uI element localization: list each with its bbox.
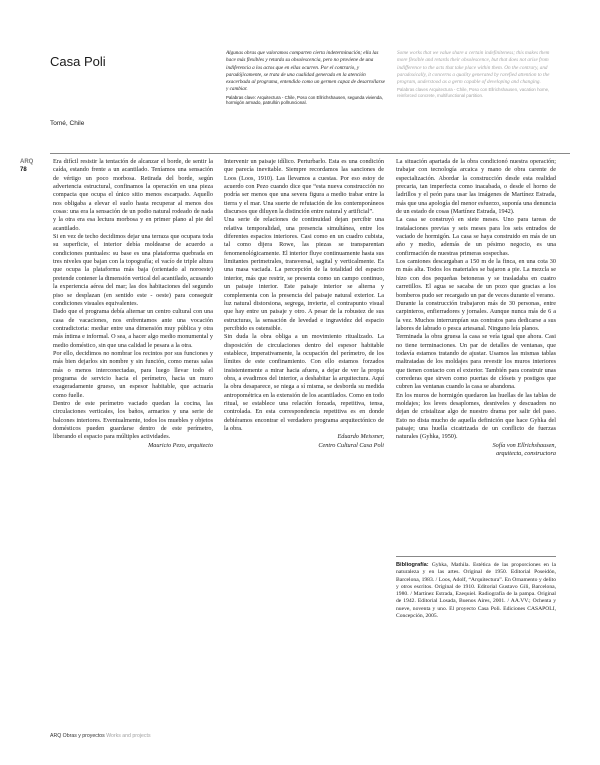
abstract-english <box>397 50 557 99</box>
abstract-spanish-keywords: Palabras clave: Arquitectura - Chile, Poso con Ellrichshausen, segunda vivienda, hormigón armado, patrullón pollruncional. <box>226 94 383 106</box>
header-divider <box>50 153 570 154</box>
bibliography-label: Bibliografía: <box>396 562 429 568</box>
paragraph: Era difícil resistir la tentación de alcanzar el borde, de sentir la caída, estando frente a un acantilado. Teníamos una sensación de vértigo un poco morbosa. Retirada del borde, según advertencia estructural, confinamos la operación en una pieza compacta que ocupa el único sitio menos escarpado. Aquello nos obligaba a elevar el suelo hasta recuperar al menos dos cosas: una era la sensación de un podio natural rodeado de nada y la otra era esa lectura morbosa y en primer plano al pie del acantilado. <box>53 158 213 232</box>
paragraph: Dado que el programa debía alternar un centro cultural con una casa de vacaciones, nos enfrentamos ante una vocación contradictoria: mediar entre una dimensión muy pública y otra más íntima e informal. O sea, a hacer algo medio monumental y medio doméstico, sin que una calidad le pesara a la otra. <box>53 308 213 349</box>
bibliography <box>396 562 556 687</box>
paragraph: Por ello, decidimos no nombrar los recintos por sus funciones y más bien dejarlos sin nombre y sin función, como meras salas más o menos interconectadas, para luego llevar todo el programa de servicio hacia el perímetro, hacia un muro exageradamente grueso, un espesor habitable, que actuaría como fuelle. <box>53 349 213 399</box>
text-column-3 <box>396 158 556 538</box>
bibliography-divider <box>396 556 556 557</box>
article-title: Casa Poli <box>50 54 106 69</box>
abstract-spanish <box>226 50 386 106</box>
abstract-english-text: Some works that we value share a certain indefiniteness; this makes them more flexible and retards their obsolescence, but that does not arise from indifference to the acts that take place within them. On the contrary, and paradoxically, it concerns a quality generated by rarefied attention to the program, understood as a germ capable of developing and changing. <box>397 50 550 86</box>
page-number: 78 <box>20 167 27 173</box>
footer-section: Works and projects <box>106 733 151 739</box>
paragraph: Una serie de relaciones de continuidad dejan percibir una relativa temporalidad, una presencia simultánea, entre los diferentes espacios interiores. Casi como en un cuadro cubista, tal como dijera Rowe, las piezas se transparentan fenomenológicamente. El interior fluye continuamente hasta sus limitantes perimetrales, transversal, sagital y verticalmente. Es una masa vaciada. La percepción de la totalidad del espacio interior, más que restrir, se presenta como un campo continuo, un paisaje interior. Este paisaje interior se alterna y complementa con la presencia del paisaje natural exterior. La luz natural distorsiona, segrega, invierte, el contrapunto visual que hay entre un paisaje y otro. A pesar de la robustez de sus estructuras, la sensación de levedad e ingravidez del espacio percibido es ostensible. <box>224 216 384 332</box>
journal-sidebar <box>20 158 44 174</box>
footer-publication: ARQ Obras y proyectos <box>50 733 105 739</box>
author-signature: Mauricio Pezo, arquitecto <box>148 441 213 449</box>
author-role: arquitecta, constructora <box>496 450 556 458</box>
paragraph: En los muros de hormigón quedaron las huellas de las tablas de moldajes; los leves desaplomes, desniveles y descuadres no dejan de cristalizar algo de nuestro drama por salir del paso. Esto no dista mucho de aquella definición que hace Gyhka del paisaje; una huella cicatrizada de un conflicto de fuerzas naturales (Gyhka, 1950). <box>396 391 556 441</box>
article-location: Tomé, Chile <box>50 120 85 127</box>
text-column-1 <box>53 158 213 684</box>
paragraph: Durante la construcción trabajaron más de 30 personas, entre carpinteros, enfierradores y jornales. Aunque nunca más de 6 a la vez. Muchos interrumpían sus contratos para dedicarse a sus labores de labrado o pesca artesanal. Ninguno leía planos. <box>396 299 556 332</box>
paragraph: Sin duda la obra obliga a un movimiento ritualizado. La disposición de circulaciones dentro del espesor habitable establece, imperativamente, la ocupación del perímetro, de los límites de este confinamiento. Con ello estamos forzados insistentemente a mirar hacia afuera, a dejar de ver la propia obra, a evadirnos del interior, a deshabitar la arquitectura. Aquí la obra desaparece, se niega a sí misma, se desborda su medida antropométrica en la extensión de los acantilados. Como en todo ritual, se establece una relación forzada, repetitiva, tensa, controlada. En esta correspondencia repetitiva es en donde debiéramos encontrar el verdadero programa arquitectónico de la obra. <box>224 333 384 432</box>
paragraph: Si en vez de techo decidimos dejar una terraza que ocupara toda su superficie, el interior debía moldearse de acuerdo a condiciones puntuales: su base es una plataforma quebrada en tres niveles que bajan con la topografía; el vacío de triple altura que ocupa la plataforma más baja (orientado al noroeste) pretende contener la dimensión vertical del acantilado, acusando la experiencia aérea del mar; las dos habitaciones del segundo piso se desplazan (en sentido este - oeste) para conseguir condiciones visuales equivalentes. <box>53 233 213 307</box>
paragraph: Los camiones descargaban a 150 m de la finca, en una cota 30 m más alta. Todos los materiales se bajaron a pie. La mezcla se hizo con dos pequeñas betoneras y se trasladaba en cuatro carretillos. El agua se sacaba de un pozo que gracias a los bomberos pudo ser recargado un par de veces durante el verano. <box>396 258 556 299</box>
author-signature: Sofía von Ellrichshausen, <box>492 441 556 449</box>
author-role: Centro Cultural Casa Poli <box>318 441 384 449</box>
paragraph: Intervenir un paisaje idílico. Perturbarlo. Esta es una condición que parecía inevitable. Siempre recordamos las sanciones de Loos (Loos, 1910). Las llevamos a cuestas. Por eso estoy de acuerdo con Pezo cuando dice que “esta nueva construcción no podría ser menos que una severa figura a medio trabar entre la tierra y el mar. Una suerte de refutación de los contemporáneos discursos que diluyen la distinción entre natural y artificial”. <box>224 158 384 216</box>
abstract-spanish-text: Algunas obras que valoramos comparten cierta indeterminación; ella las hace más flexibles y retarda su obsolescencia, pero no proviene de una indiferencia a los actos que en ellas ocurren. Por el contrario, y paradójicamente, se trata de una cualidad generada en la atención exacerbada al programa, entendido como un germen capaz de desarrollarse y cambiar. <box>226 50 385 93</box>
text-column-2 <box>224 158 384 658</box>
author-signature: Eduardo Meissner, <box>337 433 384 441</box>
bibliography-text: Gyhka, Mathila. Estética de las proporciones en la naturaleza y en las artes. Original de 1950. Editorial Poseidón, Barcelona, 1983. / Loos, Adolf, “Arquitectura”. En Ornamento y delito y otros escritos. Original de 1910. Editorial Gustavo Gili, Barcelona, 1980. / Martínez Estrada, Ezequiel. Radiografía de la pampa. Original de 1942. Editorial Losada, Buenos Aires, 2001. / AA.VV.; Ochenta y nueve, noventa y uno. El proyecto Casa Poli. Ediciones CASAPOLI, Concepción, 2005. <box>396 562 556 620</box>
paragraph: La situación apartada de la obra condicionó nuestra operación; trabajar con tecnología arcaica y mano de obra carente de especialización. Abordar la construcción desde esta realidad precaria, tan imperfecta como inacabada, o desde el horno de ladrillos y el peón para usar las imágenes de Martínez Estrada, más que una apología del menor esfuerzo, suponía una denuncia de un estado de cosas (Martínez Estrada, 1942). <box>396 158 556 216</box>
paragraph: Terminada la obra gruesa la casa se veía igual que ahora. Casi no tiene terminaciones. Un par de detalles de ventanas, que todavía estamos tratando de ajustar. Usamos las mismas tablas maltratadas de los moldajes para revestir los muros interiores que tienen contacto con el exterior. También para construir unas correderas que sirven como puertas de clósets y postigos que cubren las ventanas cuando la casa se abandona. <box>396 333 556 391</box>
paragraph: La casa se construyó en siete meses. Uno para tareas de instalaciones previas y seis meses para los seis entrados de vaciado de hormigón. La casa se haya construido en más de un año y medio, además de un pésimo negocio, es una confirmación de nuestras primeras sospechas. <box>396 216 556 257</box>
abstract-english-keywords: Palabras claves Arquitectura - Chile, Poso con Ellrichshausen, vacation home, reinforced concrete, multifunctional partition. <box>397 87 550 99</box>
paragraph: Dentro de este perímetro vaciado quedan la cocina, las circulaciones verticales, los baños, armarios y una serie de balcones interiores. Eventualmente, todos los muebles y objetos domésticos pueden guardarse dentro de este perímetro, liberando el espacio para múltiples actividades. <box>53 399 213 441</box>
page-footer <box>50 733 151 739</box>
journal-label: ARQ <box>20 159 34 165</box>
